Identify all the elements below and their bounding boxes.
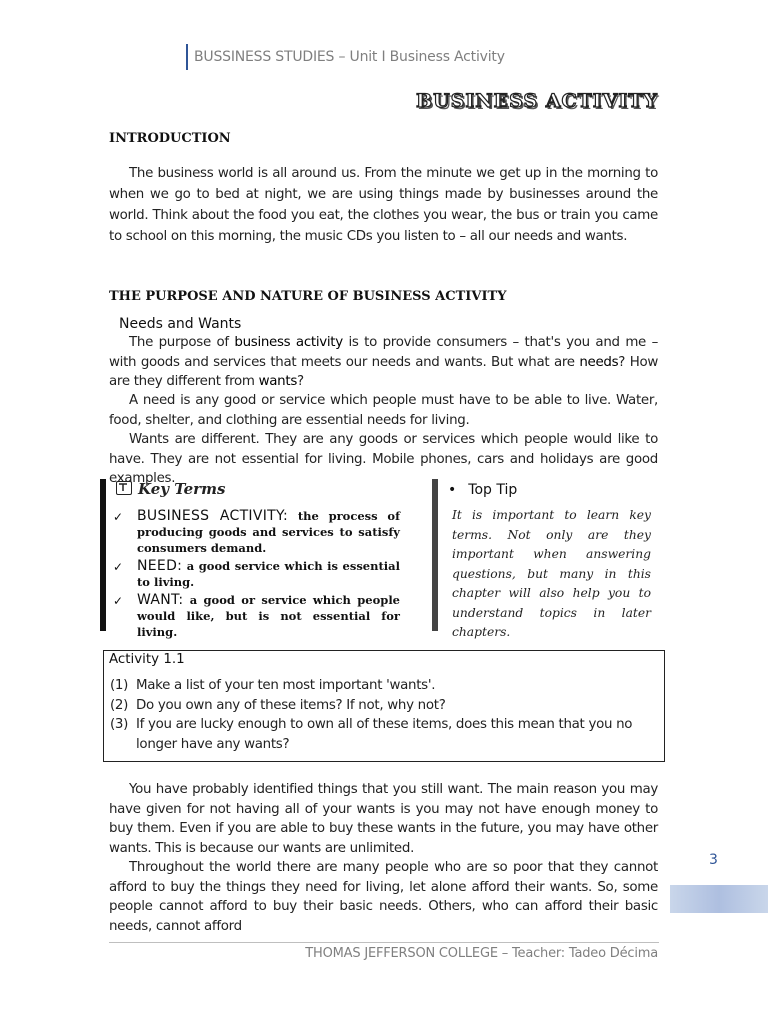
key-term-definition: a good or service which people would like, but is not essential for living.: [137, 593, 400, 639]
top-tip-title-text: Top Tip: [468, 482, 518, 498]
key-term-item: [113, 592, 400, 640]
document-title: BUSINESS ACTIVITY: [416, 90, 658, 112]
purpose-heading: THE PURPOSE AND NATURE OF BUSINESS ACTIVITY: [109, 289, 507, 304]
term-wants: wants: [258, 374, 297, 389]
activity-item: [110, 676, 658, 696]
closing-paragraph-2: Throughout the world there are many people who are so poor that they cannot afford to buy the things they need for living, let alone afford their wants. So, some people cannot afford to buy their basic needs. Others, who can afford their basic needs, cannot afford: [109, 860, 658, 934]
activity-item: [110, 715, 658, 754]
check-icon: ✓: [113, 510, 124, 524]
activity-item-number: (1): [110, 678, 129, 693]
key-terms-logo-icon: [116, 481, 132, 495]
key-term-definition: a good service which is essential to living.: [137, 559, 400, 589]
activity-item-number: (2): [110, 697, 129, 713]
check-icon: ✓: [113, 594, 124, 608]
p1-text-b: is to provide consumers – that's you and me – with goods and services that meets our needs and wants. But what are: [109, 335, 658, 370]
key-term-name: BUSINESS ACTIVITY:: [137, 508, 289, 524]
key-term-item: [113, 508, 400, 556]
p1-text-a: The purpose of: [129, 335, 235, 350]
page-tab-decoration: [670, 885, 768, 913]
page-number: 3: [709, 852, 718, 868]
term-needs: needs: [579, 354, 619, 370]
p1-text-d: ?: [297, 374, 304, 389]
check-icon: ✓: [113, 560, 124, 574]
activity-title: Activity 1.1: [109, 652, 185, 667]
activity-item-number: (3): [110, 717, 129, 732]
activity-item-text: Do you own any of these items? If not, why not?: [136, 697, 446, 713]
key-term-name: WANT:: [137, 592, 184, 608]
activity-item-text: Make a list of your ten most important 'wants'.: [136, 678, 436, 693]
key-term-definition: the process of producing goods and services to satisfy consumers demand.: [137, 509, 401, 555]
term-business-activity: business activity: [234, 335, 343, 350]
footer-text: THOMAS JEFFERSON COLLEGE – Teacher: Tadeo Décima: [305, 946, 658, 961]
top-tip-body: It is important to learn key terms. Not only are they important when answering questions, but many in this chapter will also help you to understand topics in later chapters.: [452, 508, 651, 639]
p1-text-c: ? How are they different from: [109, 354, 659, 389]
key-term-item: [113, 558, 400, 590]
purpose-paragraph-1: [109, 333, 658, 392]
running-header: BUSSINESS STUDIES – Unit I Business Activity: [186, 44, 505, 70]
activity-list: [110, 676, 658, 754]
key-terms-title-text: Key Terms: [138, 480, 226, 498]
key-terms-title: [116, 480, 225, 498]
purpose-paragraph-2: A need is any good or service which people must have to be able to live. Water, food, shelter, and clothing are essential needs for living.: [109, 393, 658, 428]
purpose-paragraph-3: Wants are different. They are any goods or services which people would like to have. They are not essential for living. Mobile phones, cars and holidays are good examples.: [109, 432, 658, 486]
activity-item: [110, 696, 658, 716]
key-terms-list: [113, 508, 400, 642]
closing-paragraph-1: You have probably identified things that you still want. The main reason you may have given for not having all of your wants is you may not have enough money to buy them. Even if you are able to buy these wants in the future, you may have other wants. This is because our wants are unlimited.: [109, 782, 658, 856]
activity-item-text: If you are lucky enough to own all of these items, does this mean that you no longer have any wants?: [136, 717, 633, 752]
bullet-icon: •: [448, 482, 457, 498]
top-tip-title: [448, 482, 517, 498]
needs-wants-subheading: Needs and Wants: [119, 316, 242, 332]
introduction-heading: INTRODUCTION: [109, 131, 231, 146]
key-term-name: NEED:: [137, 558, 183, 574]
footer-divider: [109, 942, 659, 943]
introduction-paragraph: The business world is all around us. From the minute we get up in the morning to when we go to bed at night, we are using things made by businesses around the world. Think about the food you eat, the clothes you wear, the bus or train you came to school on this morning, the music CDs you listen to – all our needs and wants.: [109, 166, 658, 244]
